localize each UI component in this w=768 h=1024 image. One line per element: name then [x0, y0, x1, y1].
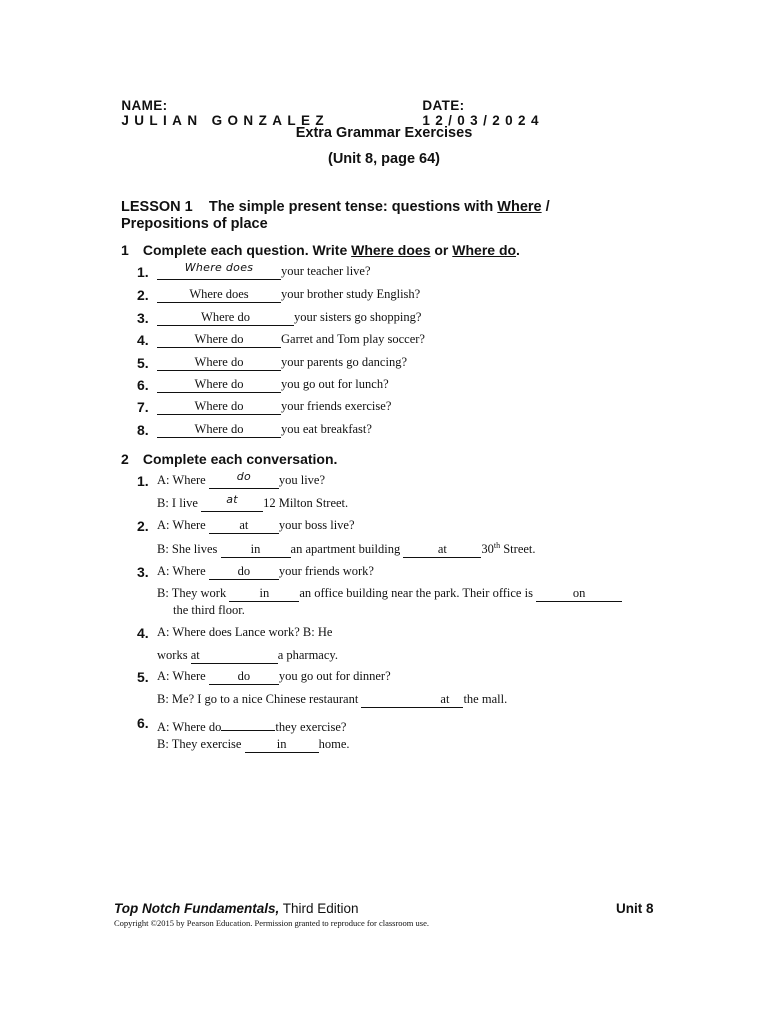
answer-blank[interactable] [209, 669, 279, 685]
answer-text: at [440, 692, 450, 706]
answer-blank[interactable] [201, 493, 263, 512]
line-text: B: Me? I go to a nice Chinese restaurant [157, 692, 359, 706]
item-number: 4. [137, 625, 149, 641]
conversation-line-b [157, 692, 507, 708]
answer-text: do [237, 669, 251, 683]
conversation-line-a: A: Where does Lance work? B: He [157, 625, 333, 639]
line-text: the mall. [463, 692, 508, 706]
option-where-does: Where does [351, 242, 431, 258]
instruction-period: . [516, 242, 520, 258]
question-text: Garret and Tom play soccer? [281, 332, 425, 346]
question-item [157, 310, 421, 326]
line-text: they exercise? [275, 720, 347, 734]
book-edition: Third Edition [279, 901, 359, 916]
answer-text: Where do [194, 377, 244, 391]
item-number: 1. [137, 264, 149, 280]
option-where-do: Where do [452, 242, 517, 258]
question-item [157, 332, 425, 348]
item-number: 3. [137, 564, 149, 580]
question-item [157, 287, 420, 303]
answer-text: in [250, 542, 261, 557]
instruction-text: Complete each conversation. [142, 451, 338, 467]
exercise2-instruction [121, 451, 337, 467]
answer-blank[interactable] [209, 518, 279, 534]
answer-blank[interactable] [157, 355, 281, 371]
date-field [414, 83, 544, 128]
question-text: you go out for lunch? [281, 377, 389, 391]
exercise1-number: 1 [121, 242, 129, 258]
line-text: a pharmacy. [277, 648, 338, 662]
answer-blank[interactable] [209, 470, 279, 489]
answer-text: at [239, 518, 249, 532]
name-value: JULIAN GONZALEZ [121, 113, 330, 128]
answer-text: in [276, 737, 287, 751]
answer-text: on [572, 586, 586, 600]
line-text: A: Where [157, 564, 206, 578]
line-text: Street. [500, 542, 536, 557]
item-number: 6. [137, 715, 149, 731]
line-text: A: Where do [157, 720, 222, 734]
question-item [157, 355, 407, 371]
question-text: your friends exercise? [281, 399, 392, 413]
answer-blank[interactable] [157, 310, 294, 326]
conversation-line-b [157, 586, 622, 602]
item-number: 1. [137, 473, 149, 489]
answer-blank[interactable] [157, 287, 281, 303]
lesson-topic-where: Where [497, 199, 542, 215]
line-text: home. [318, 737, 350, 751]
answer-blank[interactable] [157, 332, 281, 348]
conversation-line-a [157, 470, 326, 489]
answer-blank[interactable] [245, 737, 319, 753]
question-text: your brother study English? [281, 287, 421, 301]
line-text: an office building near the park. Their office is [299, 586, 533, 600]
lesson-topic-line2: Prepositions of place [121, 216, 268, 232]
item-number: 6. [137, 377, 149, 393]
instruction-or: or [434, 242, 449, 258]
item-number: 5. [137, 355, 149, 371]
line-text: A: Where [157, 669, 206, 683]
answer-text: at [190, 648, 200, 662]
conversation-line-b [157, 737, 350, 753]
question-item [157, 399, 391, 415]
answer-text: Where do [194, 332, 244, 346]
line-text: B: They work [157, 586, 227, 600]
question-text: you eat breakfast? [281, 422, 372, 436]
answer-handwritten: do [236, 470, 251, 483]
conversation-line-b-cont: the third floor. [173, 603, 245, 617]
footer-copyright: Copyright ©2015 by Pearson Education. Permission granted to reproduce for classroom use. [114, 918, 429, 928]
lesson-heading [121, 199, 581, 233]
item-number: 2. [137, 287, 149, 303]
question-item [157, 422, 372, 438]
item-number: 2. [137, 518, 149, 534]
answer-blank[interactable] [157, 261, 281, 280]
answer-blank[interactable] [403, 542, 481, 558]
question-text: your parents go dancing? [281, 355, 408, 369]
conversation-line-b [157, 648, 338, 664]
answer-blank[interactable] [191, 648, 278, 664]
page-subtitle: (Unit 8, page 64) [328, 151, 440, 167]
conversation-line-b [157, 541, 536, 558]
conversation-line-b [157, 493, 349, 512]
line-text: 30 [481, 542, 494, 557]
page-title: Extra Grammar Exercises [295, 125, 473, 141]
book-title: Top Notch Fundamentals, [114, 901, 280, 916]
item-number: 8. [137, 422, 149, 438]
line-text: you go out for dinner? [278, 669, 391, 683]
name-label: NAME: [121, 98, 168, 113]
exercise1-instruction [121, 242, 520, 258]
answer-handwritten: at [226, 493, 238, 506]
answer-text: Where do [194, 399, 244, 413]
line-text: you live? [278, 473, 326, 487]
line-text: A: Where [157, 473, 206, 487]
question-item [157, 377, 389, 393]
question-text: your sisters go shopping? [294, 310, 422, 324]
line-text: works [157, 648, 188, 662]
answer-handwritten: Where does [184, 261, 254, 274]
item-number: 7. [137, 399, 149, 415]
item-number: 5. [137, 669, 149, 685]
instruction-text: Complete each question. Write [142, 242, 348, 258]
question-text: your teacher live? [281, 264, 371, 278]
footer-book-title [114, 901, 359, 916]
lesson-topic-slash: / [545, 199, 550, 215]
date-value: 12/03/2024 [422, 113, 544, 128]
answer-blank[interactable] [157, 422, 281, 438]
answer-blank[interactable] [157, 377, 281, 393]
line-text: A: Where [157, 518, 206, 532]
line-text: 12 Milton Street. [263, 496, 349, 510]
answer-blank[interactable] [209, 564, 279, 580]
lesson-topic: The simple present tense: questions with [208, 199, 494, 215]
name-field [113, 83, 329, 128]
line-text: B: I live [157, 496, 198, 510]
answer-blank[interactable] [221, 542, 291, 558]
date-label: DATE: [422, 98, 465, 113]
conversation-line-a [157, 564, 374, 580]
answer-text: at [437, 542, 447, 557]
answer-text: Where do [194, 355, 244, 369]
answer-blank[interactable] [157, 399, 281, 415]
answer-blank[interactable] [536, 586, 622, 602]
line-text: B: She lives [157, 542, 218, 557]
item-number: 3. [137, 310, 149, 326]
line-text: an apartment building [290, 542, 401, 557]
exercise2-number: 2 [121, 451, 129, 467]
lesson-label: LESSON 1 [121, 199, 193, 215]
answer-blank[interactable] [361, 692, 463, 708]
answer-text: do [237, 564, 251, 578]
answer-text: Where do [201, 310, 250, 324]
answer-text: Where do [194, 422, 244, 436]
conversation-line-a [157, 669, 391, 685]
question-item [157, 261, 371, 280]
conversation-line-a [157, 715, 346, 735]
item-number: 4. [137, 332, 149, 348]
answer-blank[interactable] [229, 586, 299, 602]
line-text: B: They exercise [157, 737, 242, 751]
answer-text: in [259, 586, 270, 600]
line-text: your boss live? [278, 518, 355, 532]
footer-unit: Unit 8 [616, 901, 654, 916]
line-text: your friends work? [278, 564, 374, 578]
conversation-line-a [157, 518, 355, 534]
answer-blank[interactable] [221, 715, 275, 731]
answer-text: Where does [189, 287, 249, 301]
ordinal-suffix: th [493, 541, 501, 550]
